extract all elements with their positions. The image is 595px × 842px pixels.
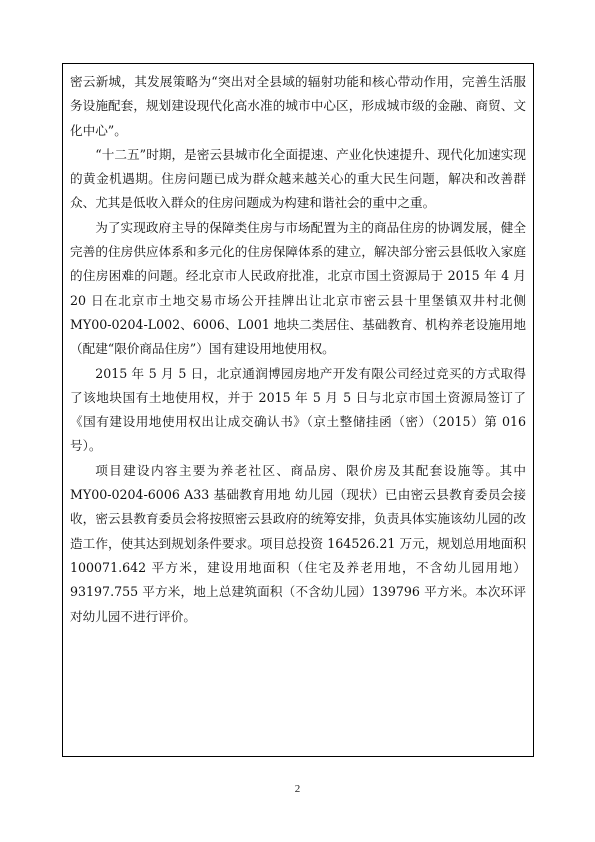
document-body [70,70,526,629]
page-number: 2 [294,783,301,795]
paragraph-5: 项目建设内容主要为养老社区、商品房、限价房及其配套设施等。其中 MY00-0204-6006 A33 基础教育用地 幼儿园（现状）已由密云县教育委员会接收，密云县教育委员会将按照密云县政府的统筹安排，负责具体实施该幼儿园的改造工作，使其达到规划条件要求。项目总投资 164526.21 万元，规划总用地面积 100071.642 平方米，建设用地面积（住宅及养老用地，不含幼儿园用地）93197.755 平方米，地上总建筑面积（不含幼儿园）139796 平方米。本次环评对幼儿园不进行评价。 [70,462,526,624]
paragraph-2: “十二五”时期，是密云县城市化全面提速、产业化快速提升、现代化加速实现的黄金机遇期。住房问题已成为群众越来越关心的重大民生问题，解决和改善群众、尤其是低收入群众的住房问题成为构建和谐社会的重中之重。 [70,146,526,211]
paragraph-1: 密云新城，其发展策略为“突出对全县域的辐射功能和核心带动作用，完善生活服务设施配套，规划建设现代化高水准的城市中心区，形成城市级的金融、商贸、文化中心”。 [70,74,526,138]
paragraph-3: 为了实现政府主导的保障类住房与市场配置为主的商品住房的协调发展，健全完善的住房供应体系和多元化的住房保障体系的建立，解决部分密云县低收入家庭的住房困难的问题。经北京市人民政府批准，北京市国土资源局于 2015 年 4 月 20 日在北京市土地交易市场公开挂牌出让北京市密云县十里堡镇双井村北侧 MY00-0204-L002、6006、L001 地块二类居住、基础教育、机构养老设施用地（配建“限价商品住房”）国有建设用地使用权。 [70,219,526,357]
paragraph-4: 2015 年 5 月 5 日，北京通润博园房地产开发有限公司经过竞买的方式取得了该地块国有土地使用权，并于 2015 年 5 月 5 日与北京市国土资源局签订了《国有建设用地使用权出让成交确认书》（京土整储挂函（密）（2015）第 016 号）。 [70,365,526,454]
